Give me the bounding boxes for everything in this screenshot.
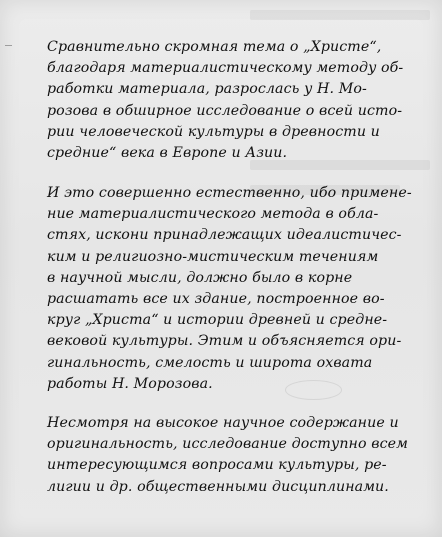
text-line: оригинальность, исследование доступно всем [47, 436, 409, 453]
text-line: И это совершенно естественно, ибо примене- [47, 185, 412, 201]
paragraph-3 [47, 413, 417, 498]
text-line: круг „Христа“ и истории древней и средне- [47, 312, 388, 329]
text-line: Несмотря на высокое научное содержание и [47, 415, 399, 431]
text-line: средние“ века в Европе и Азии. [47, 145, 288, 162]
text-line: вековой культуры. Этим и объясняется ори- [47, 333, 402, 350]
text-line: в научной мысли, должно было в корне [47, 269, 353, 286]
text-line: благодаря материалистическому методу об- [47, 60, 404, 77]
margin-mark [5, 45, 12, 46]
text-line: Сравнительно скромная тема о „Христе“, [47, 39, 382, 55]
text-line: гинальность, смелость и широта охвата [47, 354, 373, 371]
text-line: расшатать все их здание, построенное во- [47, 291, 385, 308]
paragraph-1 [47, 37, 417, 164]
text-line: работки материала, разрослась у Н. Мо- [47, 81, 367, 98]
text-line: интересующимся вопросами культуры, ре- [47, 457, 387, 474]
show-through-band [250, 10, 430, 20]
text-line: стях, искони принадлежащих идеалистичес- [47, 227, 402, 244]
text-line: ние материалистического метода в обла- [47, 206, 379, 223]
text-line: рии человеческой культуры в древности и [47, 123, 380, 140]
text-line: ким и религиозно-мистическим течениям [47, 248, 379, 265]
text-line: работы Н. Морозова. [47, 375, 213, 392]
text-line: розова в обширное исследование о всей исто- [47, 102, 403, 119]
paragraph-2 [47, 183, 417, 395]
text-line: лигии и др. общественными дисциплинами. [47, 478, 389, 495]
